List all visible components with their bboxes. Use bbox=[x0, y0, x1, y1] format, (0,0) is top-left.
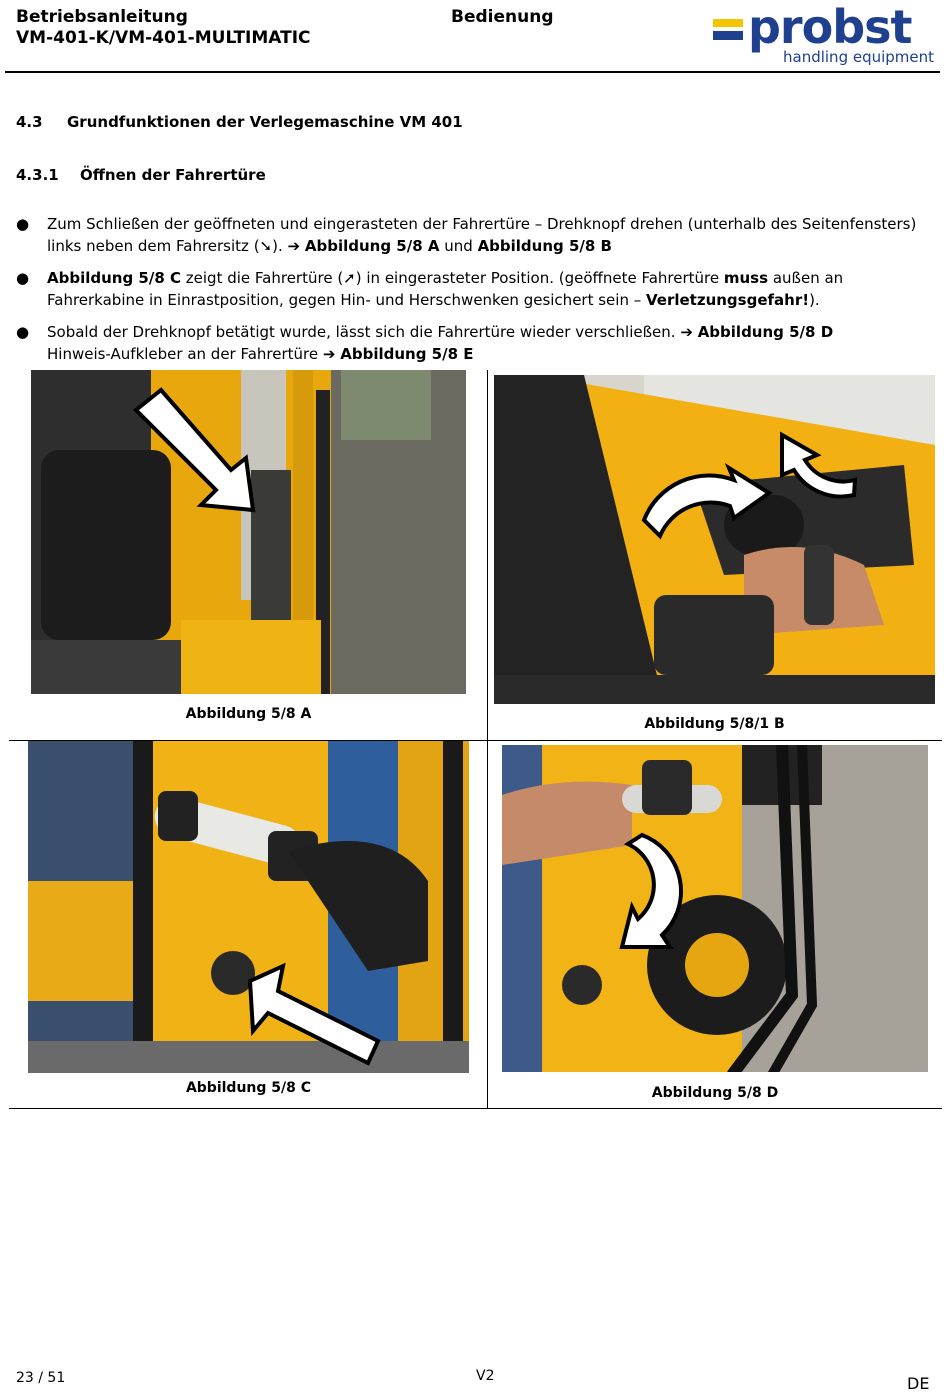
text: zeigt die Fahrertüre ( bbox=[181, 269, 344, 287]
probst-logo bbox=[710, 0, 940, 68]
logo-word: probst bbox=[748, 0, 912, 54]
text: Sobald der Drehknopf betätigt wurde, lässt sich die Fahrertüre wieder verschließen. bbox=[47, 323, 681, 341]
text: ). bbox=[809, 291, 820, 309]
logo-tagline: handling equipment bbox=[783, 48, 935, 66]
arrow-right-icon: ➔ bbox=[287, 237, 301, 255]
arrow-right-icon: ➔ bbox=[322, 345, 336, 363]
figure-reference: Abbildung 5/8 C bbox=[47, 269, 182, 287]
text: außen an Fahrerkabine in Einrastposition, gegen Hin- und Herschwenken gesichert sein – bbox=[47, 269, 844, 309]
document-title-line1: Betriebsanleitung bbox=[16, 7, 188, 27]
text: und bbox=[439, 237, 478, 255]
list-item-text bbox=[47, 321, 937, 365]
photo-figure-a bbox=[31, 370, 466, 694]
photo-figure-c bbox=[28, 741, 469, 1073]
header-chapter: Bedienung bbox=[451, 7, 554, 27]
figure-reference: Abbildung 5/8 A bbox=[304, 237, 440, 255]
text: Zum Schließen der geöffneten und eingerasteten der Fahrertüre – Drehknopf drehen (unterhalb des Seitenfensters) links neben dem Fahrersitz ( bbox=[47, 215, 917, 255]
figure-grid-bottom bbox=[9, 1108, 942, 1109]
header-divider bbox=[5, 71, 940, 73]
bullet-dot: ● bbox=[16, 323, 30, 341]
arrow-right-icon: ➔ bbox=[680, 323, 693, 341]
document-title-line2: VM-401-K/VM-401-MULTIMATIC bbox=[16, 28, 311, 48]
photo-figure-b bbox=[494, 375, 935, 704]
subsection-title: Öffnen der Fahrertüre bbox=[80, 166, 266, 184]
subsection-number: 4.3.1 bbox=[16, 166, 59, 184]
figure-caption-b: Abbildung 5/8/1 B bbox=[644, 716, 785, 732]
arrow-down-right-icon: ➘ bbox=[259, 237, 273, 255]
bullet-dot: ● bbox=[16, 215, 30, 233]
figure-reference: Abbildung 5/8 D bbox=[697, 323, 834, 341]
language-label: DE bbox=[907, 1374, 930, 1393]
section-title: Grundfunktionen der Verlegemaschine VM 401 bbox=[67, 113, 463, 131]
arrow-up-left-icon: ➚ bbox=[343, 269, 356, 287]
warning-text: Verletzungsgefahr! bbox=[646, 291, 810, 309]
list-item-text bbox=[47, 267, 937, 311]
text: ) in eingerasteter Position. (geöffnete Fahrertüre bbox=[355, 269, 724, 287]
section-number: 4.3 bbox=[16, 113, 43, 131]
page-number: 23 / 51 bbox=[16, 1370, 66, 1386]
figure-reference: Abbildung 5/8 B bbox=[477, 237, 612, 255]
version-label: V2 bbox=[476, 1368, 495, 1384]
bullet-dot: ● bbox=[16, 269, 30, 287]
text: ). bbox=[272, 237, 288, 255]
photo-figure-d bbox=[502, 745, 928, 1072]
document-title bbox=[16, 7, 311, 49]
figure-caption-c: Abbildung 5/8 C bbox=[185, 1080, 312, 1096]
figure-caption-a: Abbildung 5/8 A bbox=[185, 706, 312, 722]
figure-reference: Abbildung 5/8 E bbox=[340, 345, 474, 363]
figure-grid-vertical bbox=[487, 370, 488, 1108]
figure-caption-d: Abbildung 5/8 D bbox=[651, 1085, 779, 1101]
emphasis: muss bbox=[723, 269, 769, 287]
list-item-text bbox=[47, 213, 937, 257]
text: Hinweis-Aufkleber an der Fahrertüre bbox=[47, 345, 323, 363]
